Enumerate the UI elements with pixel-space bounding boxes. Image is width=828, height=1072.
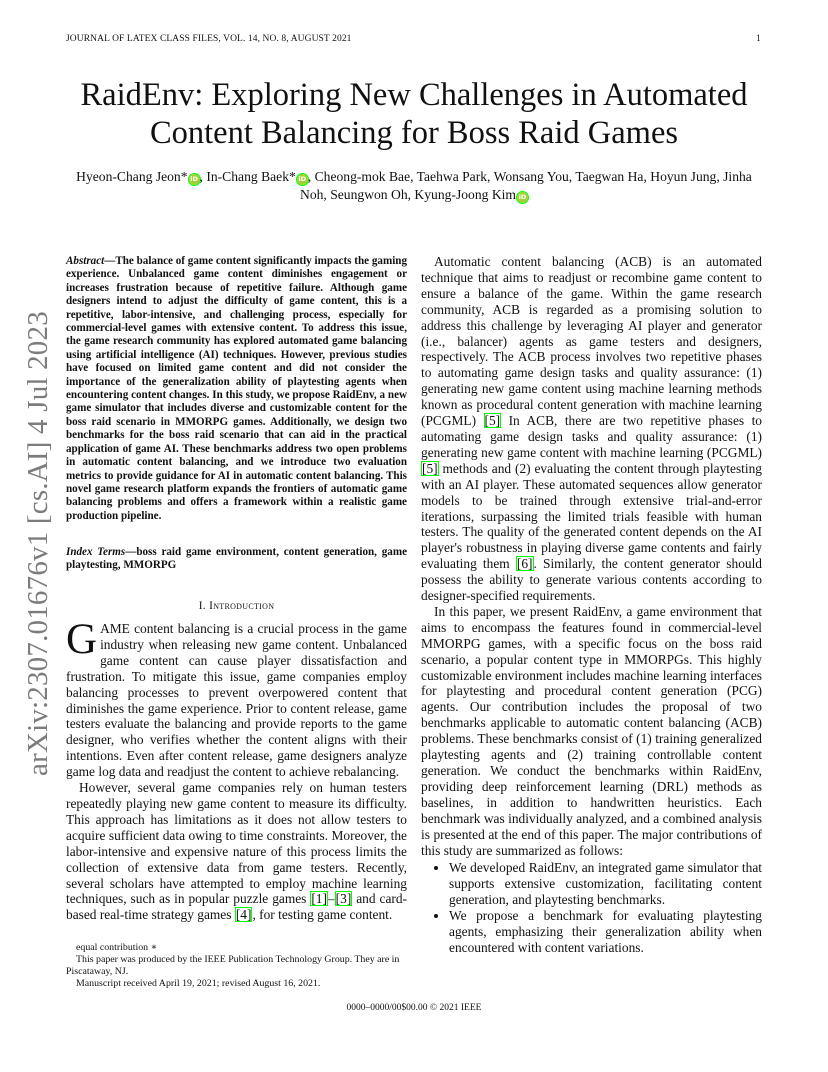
abstract bbox=[66, 255, 407, 523]
list-item: • We developed RaidEnv, an integrated game simulator that supports extensive customization, facilitating content generation, and playtesting benchmarks. bbox=[449, 860, 762, 908]
page-number: 1 bbox=[756, 34, 761, 44]
right-paragraph-2: In this paper, we present RaidEnv, a game environment that aims to encompass the features found in commercial-level MMORPG games, with a specific focus on the boss raid scenario, a popular content type in MMORPGs. This highly customizable environment includes machine learning interfaces for playtesting and procedural content generation (PCG) agents. Our contribution includes the proposal of two benchmarks applicable to automatic content balancing (ACB) problems. These benchmarks consist of (1) training generalized playtesting agents and (2) training controllable content generation. We conduct the benchmarks within RaidEnv, providing deep reinforcement learning (DRL) methods as baselines, in addition to handwritten heuristics. Each benchmark was individually analyzed, and a combined analysis is presented at the end of this paper. The major contributions of this study are summarized as follows: bbox=[421, 603, 762, 858]
abstract-body: —The balance of game content significantly impacts the gaming experience. Unbalanced game content diminishes engagement or increases frustration because of repetitive failure. Although game designers intend to adjust the difficulty of game content, this is a repetitive, labor-intensive, and challenging process, especially for commercial-level games with extensive content. To address this issue, the game research community has explored automated game balancing using artificial intelligence (AI) techniques. However, previous studies have focused on limited game content and did not consider the importance of the generalization ability of playtesting agents when encountering content changes. In this study, we propose RaidEnv, a new game simulator that includes diverse and customizable content for the boss raid scenario in MMORPG games. Additionally, we design two benchmarks for the boss raid scenario that can aid in the practical application of game AI. These benchmarks address two open problems in automatic content balancing, and we introduce two evaluation metrics to provide guidance for AI in automatic content balancing. This novel game research platform expands the frontiers of automatic game balancing problems and offers a framework within a realistic game production pipeline. bbox=[66, 255, 407, 522]
index-terms-body: —boss raid game environment, content generation, game playtesting, MMORPG bbox=[66, 546, 407, 572]
right-p1-text: methods and (2) evaluating the content through playtesting with an AI player. These automated sequences allow generator models to be trained through extensive trial-and-error iterations, surpassing the limited trials feasible with human testers. The quality of the generated content depends on the AI player's robustness in playing diverse game contents and fairly evaluating them bbox=[421, 460, 762, 572]
section-heading bbox=[66, 600, 407, 612]
index-terms bbox=[66, 546, 407, 573]
intro-p1-text: content balancing is a crucial process in the game industry when releasing new game content. Unbalanced game content can cause player dissatisfaction and frustration. To mitigate this issue, game companies employ balancing processes to prevent overpowered content that diminishes the game experience. Prior to content release, game testers evaluate the balancing and provide reports to the game designer, who verifies whether the content aligns with their intentions. Even after content release, game designers analyze game log data and readjust the content to achieve rebalancing. bbox=[66, 621, 407, 780]
citation-link[interactable]: [1] bbox=[311, 891, 327, 907]
right-p1-text: In ACB, there are two repetitive phases to automating game design tasks and quality assurance: (1) generating new game content with machine learning (PCGML) bbox=[421, 413, 762, 460]
right-p1-text: . Similarly, the content generator should possess the ability to generate various contents according to designer-specified requirements. bbox=[421, 556, 762, 604]
intro-p2-text: and card-based real-time strategy games bbox=[66, 891, 408, 923]
orcid-icon[interactable]: iD bbox=[190, 175, 198, 183]
footnote-manuscript: Manuscript received April 19, 2021; revised August 16, 2021. bbox=[76, 978, 321, 989]
right-column-text bbox=[421, 254, 762, 956]
author-rest: , Cheong-mok Bae, Taehwa Park, Wonsang You, Taegwan Ha, Hoyun Jung, Jinha Noh, Seungwon Oh, Kyung-Joong Kim bbox=[300, 169, 752, 202]
citation-link[interactable]: [5] bbox=[484, 413, 501, 429]
running-header: JOURNAL OF LATEX CLASS FILES, VOL. 14, NO. 8, AUGUST 2021 bbox=[66, 34, 352, 44]
footnotes bbox=[66, 942, 407, 990]
right-paragraph-1 bbox=[421, 254, 762, 604]
citation-link[interactable]: [3] bbox=[335, 891, 352, 907]
intro-first-word: AME bbox=[100, 621, 130, 636]
arxiv-stamp: arXiv:2307.01676v1 [cs.AI] 4 Jul 2023 bbox=[22, 311, 54, 776]
section-number: I. bbox=[198, 600, 206, 612]
orcid-icon[interactable]: iD bbox=[518, 193, 527, 201]
intro-p2-text: However, several game companies rely on human testers repeatedly playing new game content to measure its difficulty. This approach has limitations as it does not allow testers to acquire sufficient data owing to time constraints. Moreover, the labor-intensive and expensive nature of this process limits the collection of extensive data from game testers. Recently, several scholars have attempted to employ machine learning techniques, such as in popular puzzle games bbox=[66, 780, 407, 907]
drop-cap: G bbox=[66, 616, 98, 663]
abstract-lead: Abstract bbox=[66, 255, 105, 267]
author-1: Hyeon-Chang Jeon* bbox=[76, 169, 188, 184]
intro-p2-text: , for testing game content. bbox=[252, 907, 393, 923]
intro-paragraph-1 bbox=[66, 616, 407, 780]
footnote-equal-contribution: equal contribution ∗ bbox=[76, 942, 158, 953]
index-terms-lead: Index Terms bbox=[66, 546, 126, 558]
contribution-list bbox=[421, 860, 762, 955]
orcid-icon[interactable]: iD bbox=[298, 175, 307, 183]
right-p1-text: Automatic content balancing (ACB) is an automated technique that aims to readjust or recombine game content to ensure a balance of the game. Within the game research community, ACB is regarded as a promising solution to address this challenge by leveraging AI player and generator (i.e., balancer) agents as game testers and designers, respectively. The ACB process involves two repetitive phases to automating game design tasks and quality assurance: (1) generating new game content using machine learning methods known as procedural content generation with machine learning (PCGML) bbox=[421, 254, 762, 429]
list-item: • We propose a benchmark for evaluating playtesting agents, emphasizing their generalization ability when encountered with content variations. bbox=[449, 908, 762, 956]
copyright-footer: 0000–0000/00$00.00 © 2021 IEEE bbox=[346, 1003, 482, 1013]
citation-link[interactable]: [5] bbox=[422, 460, 438, 476]
section-title: Introduction bbox=[209, 600, 275, 612]
intro-paragraph-2 bbox=[66, 780, 407, 923]
citation-link[interactable]: [4] bbox=[235, 907, 252, 923]
footnote-ieee: This paper was produced by the IEEE Publication Technology Group. They are in Piscataway, NJ. bbox=[66, 954, 400, 977]
introduction-text bbox=[66, 616, 408, 923]
citation-range-dash: – bbox=[327, 891, 335, 907]
paper-title: RaidEnv: Exploring New Challenges in Automated Content Balancing for Boss Raid Games bbox=[80, 77, 748, 151]
citation-link[interactable]: [6] bbox=[516, 556, 533, 572]
author-2: , In-Chang Baek* bbox=[199, 169, 296, 184]
author-list bbox=[66, 168, 762, 204]
